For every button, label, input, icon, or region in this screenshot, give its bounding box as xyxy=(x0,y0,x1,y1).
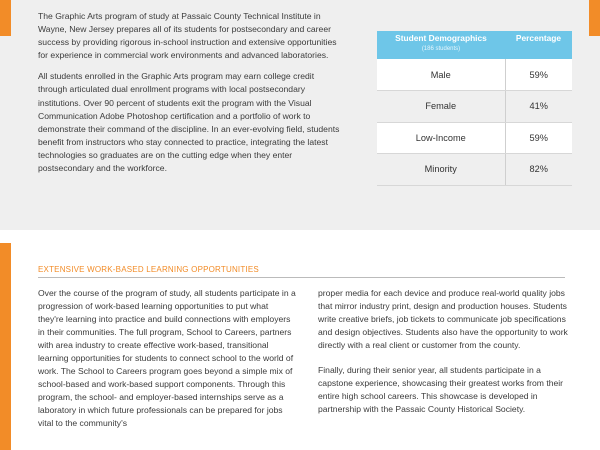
body-paragraph: proper media for each device and produce real-world quality jobs that mirror industry print, design and production houses. Students write creative briefs, job tickets to communicate job specifications and design objectives. Students also have the opportunity to work directly with a real client or customer from the county. xyxy=(318,288,568,351)
accent-bar-left-bottom xyxy=(0,243,11,450)
body-column-left xyxy=(38,287,296,431)
row-value: 41% xyxy=(505,91,572,123)
body-paragraph: Finally, during their senior year, all students participate in a capstone experience, showcasing their greatest works from their entire high school careers. This showcase is developed in partnership with the Passaic County Historical Society. xyxy=(318,365,564,415)
table-row xyxy=(377,59,572,91)
section-heading: EXTENSIVE WORK-BASED LEARNING OPPORTUNITIES xyxy=(38,265,259,274)
table-header-row xyxy=(377,31,572,45)
intro-paragraph-2: All students enrolled in the Graphic Arts program may earn college credit through articulated dual enrollment programs with local postsecondary institutions. Over 90 percent of students exit the program with the Visual Communication Adobe Photoshop certification and a portfolio of work to demonstrate their command of the discipline. In an ever-evolving field, students benefit from instructors who stay connected to practice, integrating the latest technologies so graduates are on the cutting edge when they enter postsecondary and the workforce. xyxy=(38,71,340,174)
table-subheader-row xyxy=(377,45,572,59)
table-header-percentage: Percentage xyxy=(505,31,572,45)
accent-bar-left-top xyxy=(0,0,11,36)
body-paragraph: Over the course of the program of study, all students participate in a progression of work-based learning opportunities to put what they're learning into practice and build connections with employers in their communities. The full program, School to Careers, partners with area industry to create effective work-based, transitional learning opportunities for students to connect school to the world of work. The School to Careers program goes beyond a simple mix of school-based and work-based support components. Through this program, the school- and employer-based internships serve as a laboratory in which future professionals can be prepared for jobs vital to the community's xyxy=(38,288,296,429)
table-row xyxy=(377,91,572,123)
row-label: Minority xyxy=(377,154,505,186)
row-value: 59% xyxy=(505,59,572,91)
table-header-label: Student Demographics xyxy=(377,31,505,45)
table-subheader-count: (186 students) xyxy=(377,45,505,59)
intro-text xyxy=(38,10,340,183)
body-column-right xyxy=(318,287,576,428)
demographics-table xyxy=(377,31,572,186)
row-label: Male xyxy=(377,59,505,91)
heading-divider xyxy=(38,277,565,278)
row-value: 82% xyxy=(505,154,572,186)
row-label: Female xyxy=(377,91,505,123)
row-value: 59% xyxy=(505,122,572,154)
table-row xyxy=(377,122,572,154)
accent-bar-right-top xyxy=(589,0,600,36)
row-label: Low-Income xyxy=(377,122,505,154)
intro-paragraph-1: The Graphic Arts program of study at Passaic County Technical Institute in Wayne, New Jersey prepares all of its students for postsecondary and career success by providing rigorous in-school instruction and extensive opportunities for experience in commercial work environments and advanced laboratories. xyxy=(38,11,337,61)
table-row xyxy=(377,154,572,186)
